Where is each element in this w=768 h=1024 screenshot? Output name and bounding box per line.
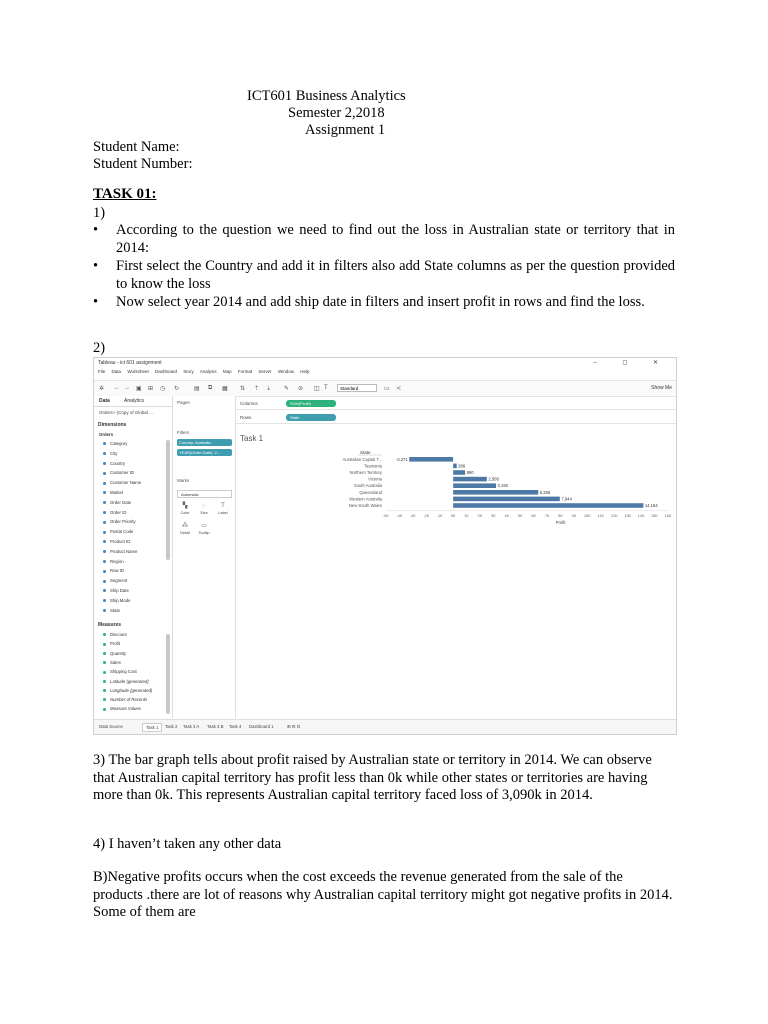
dimension-field[interactable] [103, 598, 131, 603]
highlight-icon[interactable]: ✎ [284, 386, 290, 392]
category-label: Victoria [368, 476, 382, 482]
assignment-line: Assignment 1 [305, 122, 386, 138]
cards-pane [173, 396, 236, 718]
x-tick-label: 8K [558, 513, 563, 518]
dimension-field[interactable] [103, 539, 130, 544]
dimension-field[interactable] [103, 490, 123, 495]
bar [453, 470, 465, 475]
bullet-icon: • [93, 222, 99, 238]
analysis-paragraph-4: 4) I haven’t taken any other data [93, 836, 282, 852]
task-heading: TASK 01: [93, 186, 157, 202]
student-number-label: Student Number: [93, 156, 193, 172]
profit-bar-chart [236, 444, 674, 540]
measure-field-label: Sales [110, 659, 121, 665]
dimension-field-label: Order ID [110, 509, 127, 515]
menu-item[interactable]: Server [258, 369, 272, 374]
tab-data-source[interactable]: Data Source [99, 724, 123, 729]
measure-field-icon [103, 643, 106, 646]
category-label: New South Wales [348, 503, 382, 508]
duplicate-icon[interactable]: ⧉ [208, 385, 213, 391]
x-axis-title: Profit [555, 519, 566, 525]
dimension-field[interactable] [103, 529, 133, 534]
x-tick-label: 15K [651, 513, 658, 518]
dimension-field-label: Region [110, 558, 124, 564]
list-item [93, 294, 675, 312]
filter-pill-country[interactable]: Country: Australia [177, 439, 232, 446]
measure-field-icon [103, 671, 106, 674]
dimension-field[interactable] [103, 470, 134, 475]
x-tick-label: 10K [584, 513, 591, 518]
value-label: 7,944 [561, 496, 572, 502]
columns-pill[interactable]: SUM(Profit) [286, 400, 336, 407]
tab-task-3a[interactable]: Task 3 A [183, 724, 200, 729]
semester-line: Semester 2,2018 [288, 105, 385, 121]
dimension-field[interactable] [103, 588, 129, 593]
measure-field-label: Shipping Cost [110, 669, 137, 675]
category-label: Australian Capital T... [342, 456, 382, 462]
show-me-button[interactable]: Show Me [651, 385, 672, 391]
value-label: 6,336 [539, 489, 551, 495]
detail-button[interactable] [176, 522, 194, 540]
x-tick-label: 9K [571, 513, 577, 518]
x-tick-label: -2K [423, 513, 430, 518]
data-source-name[interactable]: Orders+ (Copy of Global ... [99, 410, 153, 415]
sheet-tab-bar [94, 719, 676, 734]
clear-icon[interactable]: ▦ [222, 386, 228, 392]
bar [453, 503, 643, 508]
filters-label: Filters [177, 430, 190, 435]
value-label: -3,271 [395, 456, 408, 462]
columns-shelf [236, 398, 676, 410]
dimension-field-icon [103, 462, 106, 465]
dimension-field-label: Postal Code [110, 529, 134, 535]
dimension-field-label: Customer ID [110, 470, 135, 476]
measure-field-icon [103, 698, 106, 701]
rows-label: Rows [240, 415, 252, 420]
list-item [93, 258, 675, 293]
bar [453, 464, 457, 469]
x-tick-label: -3K [409, 513, 416, 518]
tooltip-icon: ▭ [201, 523, 207, 529]
forward-icon[interactable]: → [124, 385, 130, 391]
color-icon: ▚ [182, 503, 188, 509]
data-pane-tabs [94, 396, 172, 407]
measure-field-label: Latitude (generated) [110, 678, 149, 684]
dimension-field[interactable] [103, 480, 141, 485]
dimension-field[interactable] [103, 519, 136, 524]
measure-field[interactable] [103, 679, 149, 684]
marks-type-select[interactable]: Automatic [177, 490, 232, 498]
x-tick-label: 14K [637, 513, 645, 518]
menu-bar [94, 368, 676, 377]
marks-label: Marks [177, 478, 190, 483]
dimension-field-icon [103, 550, 106, 553]
view-title: Task 1 [240, 434, 264, 443]
category-label: South Australia [353, 483, 382, 489]
dimension-field[interactable] [103, 500, 131, 505]
measure-field-label: Profit [110, 641, 121, 647]
dimension-field-icon [103, 472, 106, 475]
tab-task-1[interactable]: Task 1 [142, 723, 162, 732]
group-icon[interactable]: ⊘ [298, 386, 304, 392]
dimension-field-label: Category [110, 441, 128, 446]
dimension-group[interactable]: Orders [99, 432, 114, 437]
dimension-field[interactable] [103, 608, 120, 613]
dimension-field-label: Product Name [110, 548, 138, 554]
measure-field-label: Quantity [110, 650, 127, 656]
menu-item[interactable]: Dashboard [155, 369, 178, 374]
dimension-field-label: Product ID [110, 539, 131, 544]
x-tick-label: 0K [450, 513, 456, 518]
pages-label: Pages [177, 400, 190, 405]
analysis-paragraph-b: B)Negative profits occurs when the cost exceeds the revenue generated from the sale of the products .there are lot of reasons why Australian capital territory might got negative profits in 2014. Some of them are [93, 869, 673, 920]
measure-field-label: Measure Values [110, 706, 141, 712]
category-label: Western Australia [349, 496, 382, 502]
tab-data[interactable]: Data [99, 398, 110, 404]
tooltip-label: Tooltip [198, 531, 210, 535]
dimension-field-icon [103, 540, 106, 543]
x-tick-label: 7K [544, 513, 550, 518]
tableau-logo-icon: ✲ [99, 386, 105, 392]
measure-field[interactable] [103, 641, 120, 646]
row-header-label: State [360, 450, 371, 455]
detail-icon: ⁂ [182, 523, 188, 529]
dimension-field-icon [103, 442, 106, 445]
refresh-icon[interactable]: ↻ [174, 386, 180, 392]
swap-icon[interactable]: ⇅ [240, 386, 246, 392]
size-button[interactable] [195, 502, 213, 520]
measures-header: Measures [98, 622, 122, 628]
fit-icon[interactable]: ◫ [314, 386, 320, 392]
measure-field-label: Number of Records [110, 697, 148, 703]
data-pane [94, 396, 173, 718]
measure-field-icon [103, 652, 106, 655]
dimension-field-label: Order Priority [110, 519, 136, 525]
dimension-field[interactable] [103, 559, 124, 564]
measure-field[interactable] [103, 651, 126, 656]
label-button[interactable] [214, 502, 232, 520]
new-sheet-tab-icon[interactable]: ⊞ ⊟ ⊡ [287, 724, 301, 729]
dimension-field[interactable] [103, 568, 124, 573]
x-tick-label: -1K [436, 513, 443, 518]
bullet-icon: • [93, 294, 99, 310]
bullet-text: First select the Country and add it in filters also add State columns as per the question provided to know the loss [116, 258, 675, 292]
dimension-field[interactable] [103, 451, 117, 456]
dimension-field-label: Order Date [110, 499, 132, 505]
pause-icon[interactable]: ◷ [160, 386, 166, 392]
size-icon: ◌ [202, 503, 206, 509]
x-tick-label: 2K [477, 513, 483, 518]
dimension-field-label: Row ID [110, 568, 125, 574]
x-tick-label: -4K [396, 513, 403, 518]
dimension-field-label: Segment [110, 578, 128, 584]
x-tick-label: 12K [610, 513, 618, 518]
bullet-icon: • [93, 258, 99, 274]
measure-field-icon [103, 708, 106, 711]
measure-field-icon [103, 633, 106, 636]
dimension-field[interactable] [103, 461, 125, 466]
bullet-text: According to the question we need to find out the loss in Australian state or territory that in 2014: [116, 222, 675, 256]
color-button[interactable] [176, 502, 194, 520]
dimension-field-icon [103, 482, 106, 485]
measure-field[interactable] [103, 706, 141, 711]
menu-item[interactable]: Map [222, 369, 232, 374]
measure-field[interactable] [103, 632, 127, 637]
menu-item[interactable]: Window [277, 369, 294, 374]
measure-field-label: Discount [110, 632, 127, 637]
student-name-label: Student Name: [93, 139, 180, 155]
dimension-field-icon [103, 491, 106, 494]
bar [453, 483, 496, 488]
dimension-field-icon [103, 501, 106, 504]
save-icon[interactable]: ▣ [136, 386, 142, 392]
measure-field-icon [103, 689, 106, 692]
x-tick-label: 13K [624, 513, 632, 518]
dimension-field-icon [103, 609, 106, 612]
label-label: Label [218, 511, 228, 515]
part-2-label: 2) [93, 340, 106, 356]
tab-task-2[interactable]: Task 2 [165, 724, 178, 729]
dimension-field[interactable] [103, 510, 126, 515]
measure-field[interactable] [103, 697, 147, 702]
x-tick-label: 5K [517, 513, 523, 518]
dimension-field-icon [103, 511, 106, 514]
dimension-field-icon [103, 452, 106, 455]
dimension-field-label: Customer Name [110, 480, 142, 486]
share-icon[interactable]: ≺ [396, 386, 402, 392]
dimension-field[interactable] [103, 578, 127, 583]
menu-item[interactable]: Help [300, 369, 310, 374]
x-tick-label: 3K [491, 513, 496, 518]
measure-field-icon [103, 661, 106, 664]
x-tick-label: 4K [504, 513, 510, 518]
x-tick-label: 16K [664, 513, 672, 518]
tab-task-3b[interactable]: Task 3 B [207, 724, 224, 729]
new-sheet-icon[interactable]: ▤ [194, 386, 200, 392]
rows-pill[interactable]: State [286, 414, 336, 421]
x-tick-label: -5K [383, 513, 389, 518]
dimension-field-icon [103, 560, 106, 563]
menu-item[interactable]: Analysis [199, 369, 217, 374]
bar [409, 457, 453, 462]
analysis-paragraph-3: 3) The bar graph tells about profit raised by Australian state or territory in 2014. We can observe that Australian capital territory has profit less than 0k while other states or territories are having more than 0k. This represents Australian capital territory faced loss of 3,090k in 2014. [93, 752, 652, 803]
menu-item[interactable]: File [98, 369, 106, 374]
measure-field[interactable] [103, 688, 152, 693]
menu-item[interactable]: Story [183, 369, 194, 374]
menu-item[interactable]: Data [111, 369, 122, 374]
dimension-field-icon [103, 589, 106, 592]
measure-field[interactable] [103, 669, 137, 674]
toolbar [94, 380, 676, 397]
bar [453, 490, 538, 495]
value-label: 3,193 [497, 483, 509, 489]
back-icon[interactable]: ← [114, 385, 120, 391]
value-label: 266 [458, 463, 466, 469]
dimension-field-icon [103, 570, 106, 573]
dimension-field-icon [103, 599, 106, 602]
dimension-field-label: State [110, 607, 121, 613]
size-label: Size [200, 511, 208, 515]
dimension-field-label: Ship Mode [110, 597, 131, 603]
value-label: 14,164 [644, 503, 658, 508]
measure-field-icon [103, 680, 106, 683]
tooltip-button[interactable] [195, 522, 213, 540]
measures-scrollbar[interactable] [166, 634, 170, 714]
menu-item[interactable]: Format [237, 369, 253, 374]
tab-dashboard-1[interactable]: Dashboard 1 [249, 724, 274, 729]
tab-task-4[interactable]: Task 4 [229, 724, 242, 729]
dimension-field[interactable] [103, 549, 137, 554]
dimensions-header: Dimensions [98, 422, 127, 428]
dimension-field-icon [103, 580, 106, 583]
dimension-field-label: City [110, 450, 118, 456]
tableau-screenshot [93, 357, 677, 735]
dimension-field-icon [103, 521, 106, 524]
dimension-field-icon [103, 531, 106, 534]
window-title: Tableau - ict 601 assignment [98, 360, 162, 366]
new-datasource-icon[interactable]: ⊞ [148, 386, 154, 392]
label-icon: T [221, 503, 225, 509]
x-tick-label: 1K [464, 513, 469, 518]
x-tick-label: 6K [531, 513, 537, 518]
dimension-field-label: Market [110, 490, 124, 495]
dimension-field-label: Country [110, 460, 126, 466]
category-label: Northern Territory [349, 470, 382, 475]
dimension-field-label: Ship Date [110, 588, 129, 593]
bar [453, 477, 487, 482]
tab-analytics[interactable]: Analytics [124, 398, 145, 404]
sort-desc-icon[interactable]: ⇣ [266, 386, 272, 392]
present-icon[interactable]: ▭ [384, 386, 390, 392]
part-1-label: 1) [93, 205, 106, 221]
sort-asc-icon[interactable]: ⇡ [254, 386, 260, 392]
bullet-text: Now select year 2014 and add ship date in filters and insert profit in rows and find the loss. [116, 294, 645, 310]
menu-item[interactable]: Worksheet [127, 369, 149, 374]
x-tick-label: 11K [597, 513, 605, 518]
measure-field[interactable] [103, 660, 121, 665]
window-controls[interactable]: – ◻ ✕ [593, 360, 670, 366]
filter-pill-year[interactable]: YEAR(Order Date): 2... [177, 449, 232, 456]
list-item [93, 222, 675, 257]
task-bullet-list [93, 222, 675, 313]
labels-icon[interactable]: T [324, 385, 328, 391]
rows-shelf [236, 412, 676, 424]
category-label: Queensland [359, 489, 382, 495]
course-title: ICT601 Business Analytics [247, 88, 406, 104]
columns-label: Columns [240, 401, 258, 406]
detail-label: Detail [180, 531, 190, 535]
value-label: 890 [466, 470, 474, 475]
category-label: Tasmania [364, 463, 382, 469]
dimension-field[interactable] [103, 441, 127, 446]
measure-field-label: Longitude (generated) [110, 687, 153, 693]
color-label: Color [180, 511, 190, 515]
view-size-select[interactable]: Standard [337, 384, 377, 392]
bar [453, 497, 560, 502]
value-label: 2,509 [488, 476, 499, 482]
dimensions-scrollbar[interactable] [166, 440, 170, 560]
